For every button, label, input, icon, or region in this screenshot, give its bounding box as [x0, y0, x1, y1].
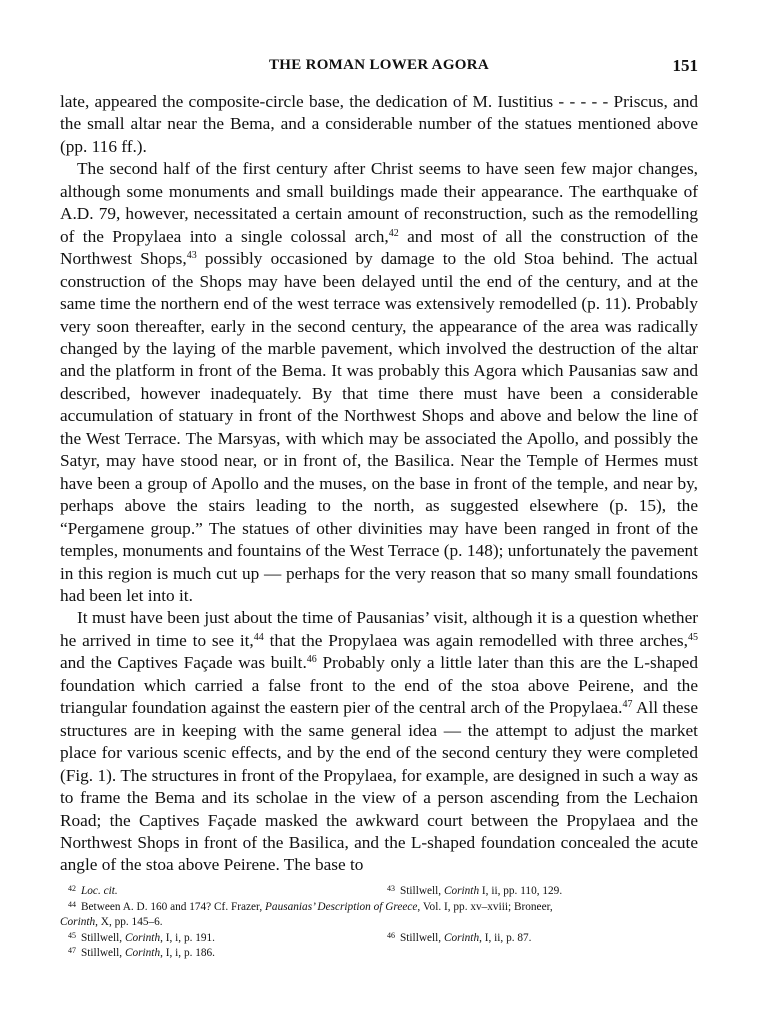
- paragraph-text: that the Propylaea was again remodelled with three arches,: [263, 630, 688, 650]
- footnote-text: Stillwell,: [81, 947, 125, 959]
- footnote-ref[interactable]: 43: [186, 250, 197, 262]
- paragraph-text: possibly occasioned by damage to the old Stoa behind. The actual construction of the Shops may have been delayed until the end of the century, and at the same time the northern end of the west terrace was extensively remodelled (p. 11). Probably very soon thereafter, early in the second century, the appearance of the area was radically changed by the laying of the marble pavement, which involved the destruction of the altar and the platform in front of the Bema. It was probably this Agora which Pausanias saw and described, however inadequately. By that time there must have been a considerable accumulation of statuary in front of the Northwest Shops and above and below the line of the West Terrace. The Marsyas, with which may be associated the Apollo, and possibly the Satyr, may have stood near, or in front of, the Basilica. Near the Temple of Hermes must have been a group of Apollo and the muses, on the base in front of the temple, and near by, perhaps above the stairs leading to the north, as suggested elsewhere (p. 15), the “Pergamene group.” The statues of other divinities may have been ranged in front of the temples, monuments and fountains of the West Terrace (p. 148); unfortunately the pavement in this region is much cut up — perhaps for the very reason that so many small foundations had been let into it.: [60, 249, 698, 605]
- footnote-ref[interactable]: 47: [622, 699, 633, 711]
- paragraph-text: All these structures are in keeping with the same general idea — the attempt to adjust the market place for various scenic effects, and by the end of the second century they were completed (Fig. 1). The structures in front of the Propylaea, for example, are designed in such a way as to frame the Bema and its scholae in the view of a person ascending from the Lechaion Road; the Captives Façade masked the awkward court between the Propylaea and the Northwest Shops in front of the Basilica, and the L-shaped foundation concealed the acute angle of the stoa above Peirene. The base to: [60, 698, 698, 875]
- footnote-text: Stillwell,: [400, 885, 444, 897]
- footnote-44: [60, 900, 698, 931]
- footnote-number: 47: [68, 946, 76, 955]
- paragraph-text: and most of all the construction of the Northwest Shops,: [60, 226, 698, 269]
- footnote-text: Stillwell,: [400, 931, 444, 944]
- footnote-43: [379, 884, 698, 900]
- footnote-text: , I, i, p. 191.: [160, 931, 216, 944]
- running-header: [60, 57, 698, 79]
- footnote-number: 43: [387, 884, 395, 893]
- footnote-row: [60, 931, 698, 947]
- footnote-text: I, ii, pp. 110, 129.: [479, 885, 563, 897]
- footnote-italic: Corinth: [60, 916, 96, 928]
- footnote-italic: Pausanias’ Description of Greece: [265, 900, 418, 913]
- footnote-ref[interactable]: 45: [687, 631, 698, 643]
- paragraph: [60, 607, 698, 876]
- footnote-text: Stillwell,: [81, 931, 125, 944]
- footnote-number: 44: [68, 899, 76, 909]
- footnote-number: 42: [68, 884, 76, 893]
- footnote-text: , I, i, p. 186.: [160, 947, 216, 959]
- paragraph: [60, 91, 698, 158]
- paragraph-text: Probably only a little later than this are the L-shaped foundation which carried a false front to the end of the stoa above Peirene, and the triangular foundation against the eastern pier of the central arch of the Propylaea.: [60, 653, 698, 718]
- footnote-47: [60, 946, 698, 962]
- footnote-46: [379, 931, 698, 947]
- paragraph: [60, 158, 698, 607]
- footnote-italic: Corinth: [443, 885, 480, 897]
- running-title: THE ROMAN LOWER AGORA: [268, 57, 490, 73]
- footnote-ref[interactable]: 42: [388, 227, 399, 239]
- footnote-ref[interactable]: 46: [306, 654, 317, 666]
- footnote-text: , I, ii, p. 87.: [479, 931, 532, 944]
- footnote-italic: Corinth: [124, 931, 161, 944]
- footnote-italic: Corinth: [124, 947, 161, 959]
- footnote-number: 45: [68, 930, 76, 940]
- footnote-row: [60, 884, 698, 900]
- footnote-45: [60, 931, 379, 947]
- footnote-text: Between A. D. 160 and 174? Cf. Frazer,: [81, 900, 266, 913]
- footnote-italic: Corinth: [443, 931, 480, 944]
- paragraph-text: The second half of the first century after Christ seems to have seen few major changes, although some monuments and small buildings made their appearance. The earthquake of A.D. 79, however, necessitated a certain amount of reconstruction, such as the remodelling of the Propylaea into a single colossal arch,: [60, 159, 698, 246]
- footnote-text: , Vol. I, pp. xv–xviii; Broneer,: [417, 900, 553, 913]
- footnote-text: , X, pp. 145–6.: [95, 916, 163, 928]
- footnote-ref[interactable]: 44: [253, 631, 264, 643]
- page-number: 151: [672, 56, 698, 75]
- footnotes: [60, 884, 698, 962]
- footnote-42: [60, 884, 379, 900]
- footnote-number: 46: [387, 930, 395, 940]
- paragraph-text: late, appeared the composite-circle base, the dedication of M. Iustitius - - - - - Priscus, and the small altar near the Bema, and a considerable number of the statues mentioned above (pp. 116 ff.).: [60, 92, 698, 156]
- main-text: [60, 91, 698, 877]
- footnote-italic: Loc. cit.: [81, 885, 118, 897]
- paragraph-text: and the Captives Façade was built.: [60, 653, 307, 673]
- paragraph-text: It must have been just about the time of Pausanias’ visit, although it is a question whether he arrived in time to see it,: [60, 608, 698, 650]
